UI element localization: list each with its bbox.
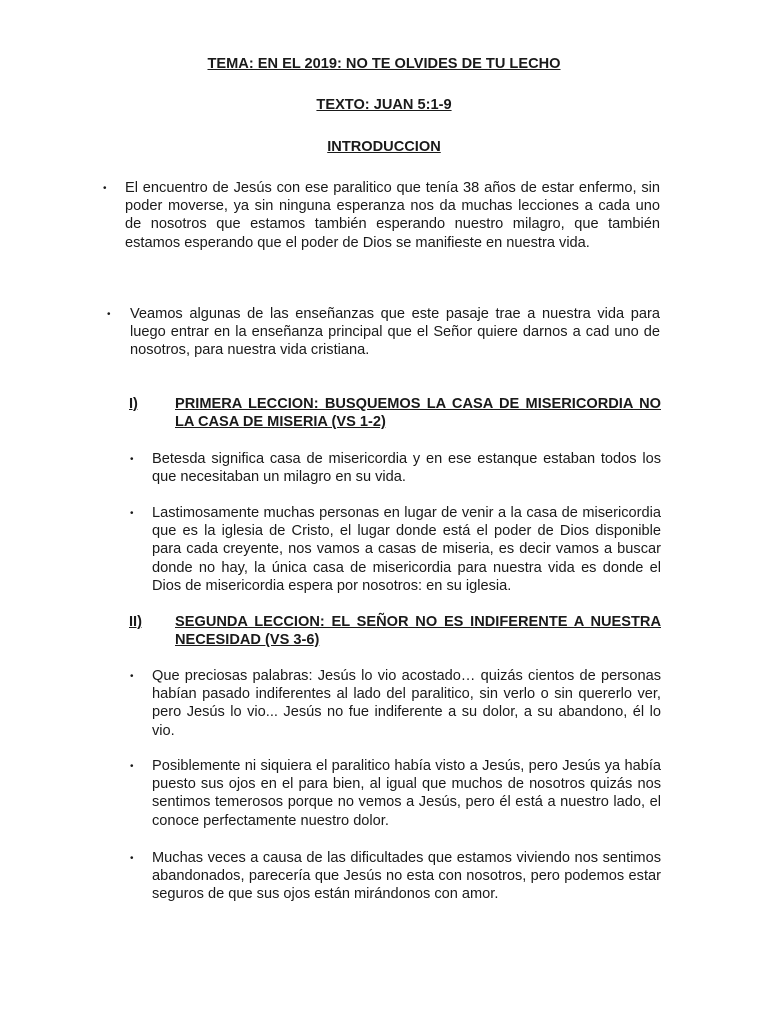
intro-paragraph-1: El encuentro de Jesús con ese paralitico que tenía 38 años de estar enfermo, sin poder moverse, ya sin ninguna esperanza nos da muchas lecciones a cada uno de nosotros que estamos también esperando nuestro milagro, que también estamos esperando que el poder de Dios se manifieste en nuestra vida.: [125, 180, 660, 251]
section-number: II): [129, 614, 142, 630]
section-point: Posiblemente ni siquiera el paralitico había visto a Jesús, pero Jesús ya había puesto sus ojos en el para bien, al igual que muchos de nosotros quizás nos sentimos temerosos porque no vemos a Jesús, pero él está a nuestro lado, el conoce perfectamente nuestro dolor.: [152, 758, 661, 829]
section-point: Betesda significa casa de misericordia y en ese estanque estaban todos los que necesitaban un milagro en su vida.: [152, 451, 661, 486]
section-point: Que preciosas palabras: Jesús lo vio acostado… quizás cientos de personas habían pasado indiferentes al lado del paralitico, sin verlo o sin quererlo ver, pero Jesús lo vio... Jesús no fue indiferente a su dolor, a su abandono, él lo vio.: [152, 668, 661, 739]
introduccion-heading: INTRODUCCION: [327, 139, 441, 155]
section-point: Muchas veces a causa de las dificultades que estamos viviendo nos sentimos abandonados, parecería que Jesús no esta con nosotros, pero podemos estar seguros de que sus ojos están mirándonos con amor.: [152, 850, 661, 903]
texto-heading: TEXTO: JUAN 5:1-9: [316, 97, 452, 113]
section-title: SEGUNDA LECCION: EL SEÑOR NO ES INDIFERENTE A NUESTRA NECESIDAD (VS 3-6): [175, 614, 661, 649]
bullet-icon: •: [130, 508, 134, 519]
bullet-icon: •: [107, 309, 111, 320]
tema-heading: TEMA: EN EL 2019: NO TE OLVIDES DE TU LECHO: [207, 56, 561, 72]
bullet-icon: •: [130, 853, 134, 864]
section-point: Lastimosamente muchas personas en lugar de venir a la casa de misericordia que es la iglesia de Cristo, el lugar donde está el poder de Dios disponible para cada creyente, nos vamos a casas de miseria, es decir vamos a buscar donde no hay, la única casa de misericordia para nuestra vida es donde el Dios de misericordia espera por nosotros: en su iglesia.: [152, 505, 661, 594]
bullet-icon: •: [130, 761, 134, 772]
section-number: I): [129, 396, 138, 412]
bullet-icon: •: [130, 454, 134, 465]
section-title: PRIMERA LECCION: BUSQUEMOS LA CASA DE MISERICORDIA NO LA CASA DE MISERIA (VS 1-2): [175, 396, 661, 431]
bullet-icon: •: [130, 671, 134, 682]
bullet-icon: •: [103, 183, 107, 194]
intro-paragraph-2: Veamos algunas de las enseñanzas que este pasaje trae a nuestra vida para luego entrar en la enseñanza principal que el Señor quiere darnos a cad uno de nosotros, para nuestra vida cristiana.: [130, 306, 660, 359]
